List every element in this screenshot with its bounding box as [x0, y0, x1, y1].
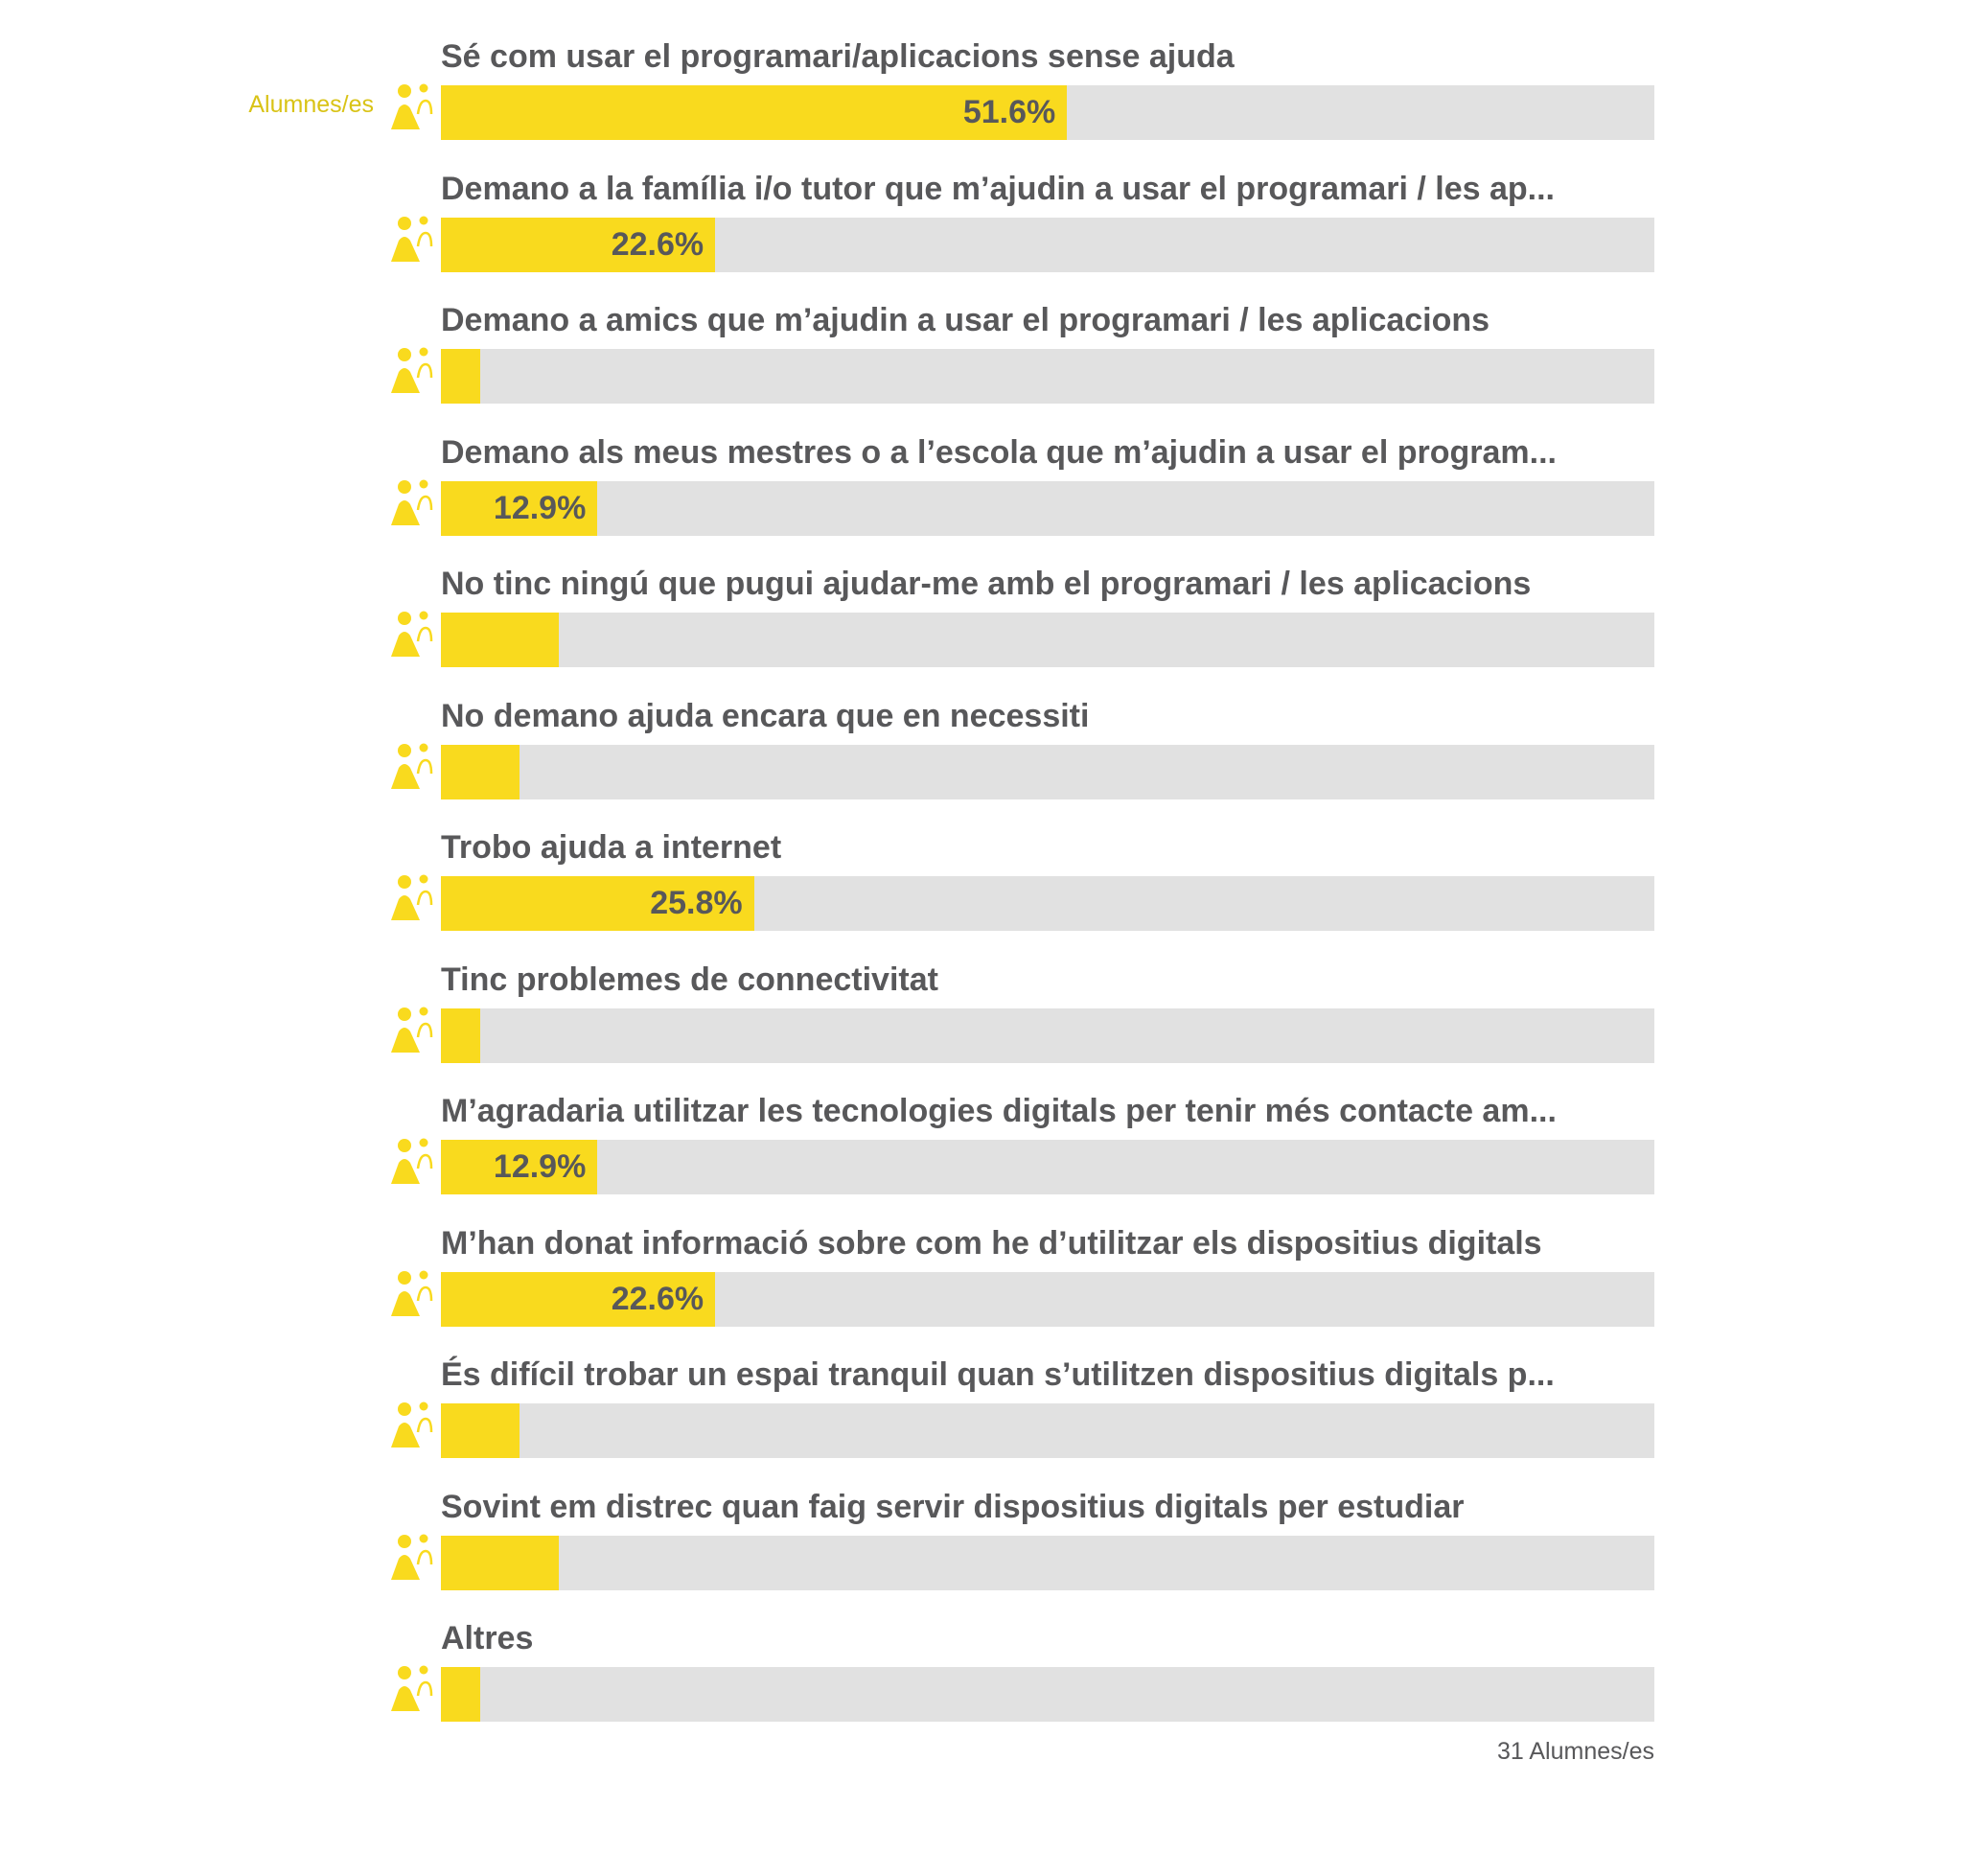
- bar-track: [441, 1272, 1654, 1327]
- category-label: Demano a la família i/o tutor que m’ajudin a usar el programari / les ap...: [441, 170, 1555, 207]
- bar-track: [441, 349, 1654, 404]
- bar-track: [441, 85, 1654, 140]
- value-label: 12.9%: [493, 489, 587, 526]
- category-label: No demano ajuda encara que en necessiti: [441, 697, 1090, 734]
- bar-track: [441, 1403, 1654, 1458]
- bar-track: [441, 1667, 1654, 1722]
- total-respondents-label: 31 Alumnes/es: [1497, 1738, 1654, 1765]
- bar-track: [441, 481, 1654, 536]
- bar: [441, 218, 715, 272]
- people-icon: [387, 1134, 435, 1188]
- bar: [441, 85, 1067, 140]
- chart-row: [0, 1222, 1963, 1355]
- people-icon: [387, 475, 435, 529]
- chart-row: [0, 1486, 1963, 1618]
- bar-track: [441, 1008, 1654, 1063]
- chart-row: [0, 299, 1963, 431]
- people-icon: [387, 1530, 435, 1584]
- people-icon: [387, 1266, 435, 1320]
- bar: [441, 1667, 480, 1722]
- chart-row: [0, 695, 1963, 827]
- people-icon: [387, 212, 435, 266]
- people-icon: [387, 80, 435, 133]
- people-icon: [387, 343, 435, 397]
- category-label: Sé com usar el programari/aplicacions sense ajuda: [441, 38, 1235, 75]
- bar-track: [441, 745, 1654, 799]
- bar: [441, 1272, 715, 1327]
- people-icon: [387, 1661, 435, 1715]
- category-label: M’agradaria utilitzar les tecnologies digitals per tenir més contacte am...: [441, 1093, 1557, 1129]
- value-label: 12.9%: [493, 1148, 587, 1185]
- bar-track: [441, 1140, 1654, 1194]
- category-label: Altres: [441, 1620, 534, 1656]
- category-label: Demano a amics que m’ajudin a usar el programari / les aplicacions: [441, 302, 1490, 338]
- category-label: Sovint em distrec quan faig servir dispositius digitals per estudiar: [441, 1488, 1465, 1525]
- bar: [441, 1403, 520, 1458]
- bar: [441, 1008, 480, 1063]
- category-label: No tinc ningú que pugui ajudar-me amb el programari / les aplicacions: [441, 566, 1532, 602]
- series-label: Alumnes/es: [248, 91, 374, 118]
- chart-row: [0, 959, 1963, 1091]
- category-label: Trobo ajuda a internet: [441, 829, 782, 866]
- bar: [441, 481, 597, 536]
- bar: [441, 876, 754, 931]
- chart-row: [0, 168, 1963, 300]
- people-icon: [387, 607, 435, 660]
- value-label: 22.6%: [611, 225, 704, 263]
- bar-track: [441, 613, 1654, 667]
- bar: [441, 1140, 597, 1194]
- category-label: Tinc problemes de connectivitat: [441, 961, 938, 998]
- value-label: 25.8%: [650, 885, 743, 921]
- bar: [441, 745, 520, 799]
- chart-row: [0, 1354, 1963, 1486]
- chart-row: [0, 1617, 1963, 1749]
- bar: [441, 1536, 559, 1590]
- people-icon: [387, 1398, 435, 1451]
- value-label: 22.6%: [611, 1280, 704, 1317]
- bar-track: [441, 218, 1654, 272]
- chart-row: [0, 826, 1963, 959]
- bar: [441, 349, 480, 404]
- chart-row: [0, 431, 1963, 564]
- people-icon: [387, 1003, 435, 1056]
- category-label: Demano als meus mestres o a l’escola que m’ajudin a usar el program...: [441, 433, 1557, 471]
- chart-row: [0, 563, 1963, 695]
- people-icon: [387, 870, 435, 924]
- chart-row: [0, 1090, 1963, 1222]
- bar: [441, 613, 559, 667]
- chart-row: [0, 35, 1963, 168]
- category-label: És difícil trobar un espai tranquil quan s’utilitzen dispositius digitals p...: [441, 1356, 1555, 1393]
- value-label: 51.6%: [962, 94, 1056, 130]
- people-icon: [387, 739, 435, 793]
- bar-track: [441, 1536, 1654, 1590]
- bar-track: [441, 876, 1654, 931]
- category-label: M’han donat informació sobre com he d’utilitzar els dispositius digitals: [441, 1224, 1542, 1262]
